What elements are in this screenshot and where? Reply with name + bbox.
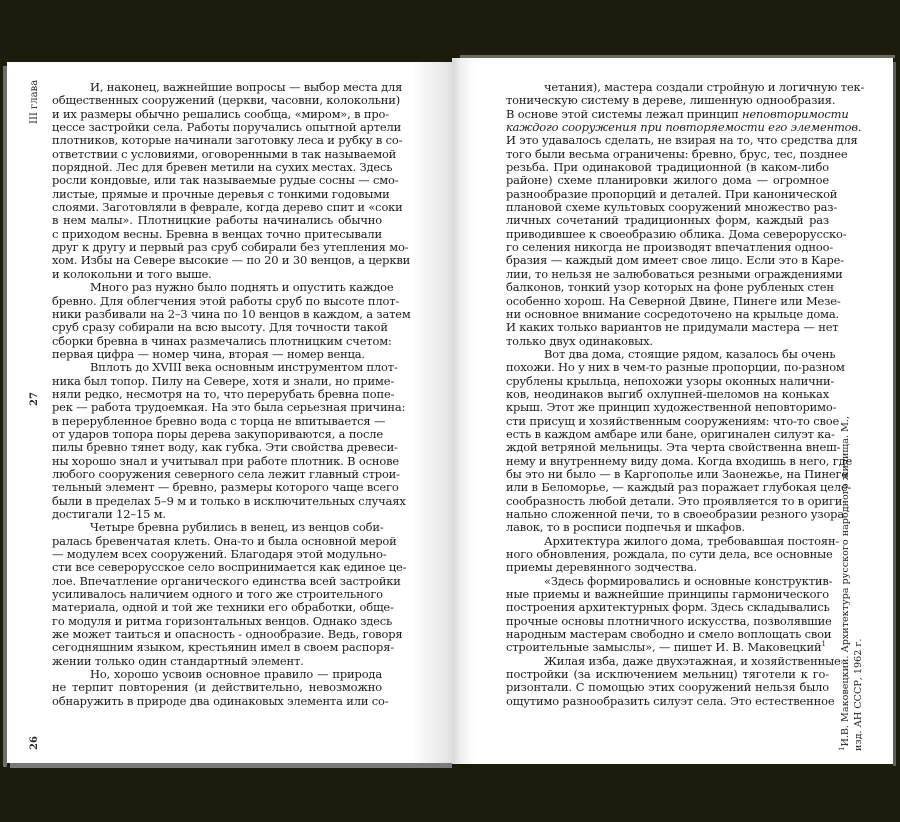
text-line: сборки бревна в чинах размечались плотницким счетом: [52,333,392,348]
text-line: каждого сооружения при повторяемости его элементов. [506,120,862,135]
footnote-reference: 1 [821,640,826,649]
text-line: сегодняшним языком, крестьянин имел в своем распоря- [52,640,394,655]
text-line: няли редко, несмотря на то, что перерубать бревна попе- [52,386,395,401]
text-line: ные приемы и важнейшие принципы гармонического [506,587,829,602]
text-line: И это удавалось сделать, не взирая на то, что средства для [506,133,858,148]
text-line: цессе застройки села. Работы поручались опытной артели [52,120,402,135]
left-page-bottom-shadow [10,763,452,768]
text-line: есть в каждом амбаре или бане, оригинален силуэт ка- [506,426,835,441]
text-line: же может таиться и опасность - однообразие. Ведь, говоря [52,627,403,642]
text-line: ждой ветряной мельницы. Эта черта свойственна внеш- [506,440,841,455]
text-line: И, наконец, важнейшие вопросы — выбор места для [90,80,403,94]
text-line: тельный элемент — бревно, размеры которого чаще всего [52,480,399,495]
footnote-line-2: изд. АН СССР, 1962 г. [853,638,864,751]
text-line: друг к другу и первый раз сруб собирали без утепления мо- [52,240,409,255]
text-line: первая цифра — номер чина, вторая — номер венца. [52,346,365,361]
text-line: ков, неодинаков выгиб охлупней-шеломов на коньках [506,386,829,401]
right-page-edge-shadow [893,62,896,766]
text-line: Вот два дома, стоящие рядом, казалось бы очень [544,346,836,361]
text-line: или в Беломорье, — каждый раз поражает глубокая целе- [506,480,852,495]
text-line: жении только один стандартный элемент. [52,653,304,668]
text-line: балконов, тонкий узор которых на фоне рубленых стен [506,280,834,295]
text-line: плотников, которые начинали заготовку леса и рубку в со- [52,133,403,148]
text-line: ника был топор. Пилу на Севере, хотя и знали, но приме- [52,373,395,388]
text-line: похожи. Но у них в чем-то разные пропорции, по-разном [506,360,845,375]
text-line: лое. Впечатление органического единства всей застройки [52,573,401,588]
text-line: ного обновления, рождала, по сути дела, все основные [506,547,833,562]
text-line: приемы деревянного зодчества. [506,560,697,575]
text-line: ны хорошо знал и учитывал при работе плотник. В основе [52,453,399,468]
paragraph [506,346,853,535]
text-line: прочные основы плотничного искусства, позволявшие [506,613,832,628]
text-line: «Здесь формировались и основные конструктив- [544,573,833,588]
text-line: ни основное внимание сосредоточено на крыльце дома. [506,306,840,321]
text-line: Жилая изба, даже двухэтажная, и хозяйственные [544,653,841,668]
text-line: четания), мастера создали стройную и логичную тек- [544,80,865,94]
paragraph [506,533,840,575]
text-line: нему и внутреннему виду дома. Когда входишь в него, где [506,453,853,468]
text-line: ралась бревенчатая клеть. Она-то и была основной мерой [52,533,397,548]
text-line: районе) схеме планировки жилого дома — огромное [506,173,829,188]
text-line: не терпит повторения (и действительно, невозможно [52,680,382,695]
text-line: го модуля и ритма горизонтальных венцов. Однако здесь [52,613,393,628]
text-line: лавок, то в росписи подпечья и шкафов. [506,520,745,535]
text-line: ответствии с условиями, оговоренными в так называемой [52,146,397,161]
text-line: от ударов топора поры дерева закупориваются, а после [52,426,384,441]
text-line: го селения никогда не производят впечатления одноо- [506,240,834,255]
text-line: плановой схеме культовых сооружений множество раз- [506,200,838,215]
text-line: И каких только вариантов не придумали мастера — нет [506,320,839,335]
text-line: крыш. Этот же принцип художественной неповторимо- [506,400,837,415]
left-page-body [52,80,411,708]
text-line: Много раз нужно было поднять и опустить каждое [90,280,394,295]
text-line: порядной. Лес для бревен метили на сухих местах. Здесь [52,160,393,175]
text-line: хом. Избы на Севере высокие — по 20 и 30 венцов, а церкви [52,253,411,268]
page-number-top: 27 [29,392,40,406]
text-line: росли кондовые, или так называемые рудые сосны — смо- [52,173,399,188]
text-line: сообразность любой детали. Это проявляется то в ориги- [506,493,846,508]
footnote-mark: 1 [837,746,846,751]
text-line: листые, прямые и прочные деревья с тонкими годовыми [52,186,390,201]
text-line: общественных сооружений (церкви, часовни, колокольни) [52,93,401,108]
page-number-bottom: 26 [29,736,40,750]
text-line: народным мастерам свободно и смело воплощать свои [506,627,832,642]
paragraph [506,80,865,348]
text-line: Четыре бревна рубились в венец, из венцов соби- [90,520,384,535]
paragraph [52,360,406,521]
text-line: — модулем всех сооружений. Благодаря этой модульно- [52,547,387,562]
text-line: Вплоть до XVIII века основным инструментом плот- [90,360,398,375]
paragraph [52,667,389,708]
text-line: тоническую систему в дереве, лишенную однообразия. [506,93,836,108]
paragraph [506,573,833,655]
text-line: бы это ни было — в Каргополье или Заонежье, на Пинеге [506,466,848,481]
text-line: срублены крыльца, непохожи узоры оконных налични- [506,373,835,388]
text-line: сруб сразу собирали на всю высоту. Для точности такой [52,320,388,335]
text-line: ники разбивали на 2–3 чина по 10 венцов в каждом, а затем [52,306,411,321]
text-line: резьба. При одинаковой традиционной (в каком-либо [506,160,829,175]
text-line: Архитектура жилого дома, требовавшая постоян- [544,533,840,548]
left-page [7,62,452,763]
text-line: бразия — каждый дом имеет свое лицо. Если это в Каре- [506,253,845,268]
text-line: нально сложенной печи, то в своеобразии резного узора [506,507,845,521]
text-line: приводившее к своеобразию облика. Дома северорусско- [506,226,847,241]
text-line: того были весьма ограничены: бревно, брус, тес, позднее [506,146,848,161]
right-page [452,58,893,764]
text-line: ризонтали. С помощью этих сооружений нельзя было [506,680,829,695]
text-line: достигали 12–15 м. [52,507,166,521]
text-line: бревно. Для облегчения этой работы сруб по высоте плот- [52,293,400,308]
paragraph [52,280,411,361]
text-line: личных сочетаний традиционных форм, каждый раз [506,213,829,228]
right-page-gutter [452,58,474,764]
text-line: постройки (за исключением мельниц) тяготели к го- [506,667,829,682]
text-line: и их размеры обычно решались сообща, «миром», в про- [52,106,390,121]
text-line: любого сооружения северного села лежит главный строи- [52,466,400,481]
text-line: в перерубленное бревно вода с торца не впитывается — [52,413,386,428]
paragraph [52,520,407,668]
text-line: материала, одной и той же техники его обработки, обще- [52,600,394,615]
paragraph [506,653,841,708]
footnote-text-1: И.В. Маковецкий. Архитектура русского народного жилища. М., [840,415,851,747]
text-line: слоями. Заготовляли в феврале, когда дерево спит и «соки [52,200,403,215]
text-line: лии, то нельзя не залюбоваться резными ограждениями [506,266,843,281]
text-line: пилы бревно тянет воду, как губка. Эти свойства древеси- [52,440,398,455]
text-line: особенно хорош. На Северной Двине, Пинеге или Мезе- [506,293,841,308]
text-line: сти все северорусское село воспринимается как единое це- [52,560,407,575]
text-line: ощутимо разнообразить силуэт села. Это естественное [506,693,835,708]
text-line: обнаружить в природе два одинаковых элемента или со- [52,693,389,708]
text-line: были в пределах 5–9 м и только в исключительных случаях [52,493,406,508]
text-line: Но, хорошо усвоив основное правило — природа [90,667,382,682]
text-line: с приходом весны. Бревна в венцах точно притесывали [52,226,382,241]
running-head: III глава [29,79,40,124]
text-line: усиливалось наличием одного и того же строительного [52,587,383,602]
text-line: в нем малы». Плотницкие работы начинались обычно [52,213,382,228]
left-page-gutter [412,62,452,763]
text-line: построения архитектурных форм. Здесь складывались [506,600,830,615]
text-line: В основе этой системы лежал принцип неповторимости [506,106,849,121]
paragraph [52,80,411,281]
text-line: сти присущ и хозяйственным сооружениям: что-то свое [506,413,840,428]
text-line: разнообразие пропорций и деталей. При канонической [506,186,838,201]
text-line: и колокольни и того выше. [52,266,212,281]
text-line: рек — работа трудоемкая. На это была серьезная причина: [52,400,406,415]
footnote-line-1 [837,415,851,751]
text-line: строительные замыслы», — пишет И. В. Маковецкий$^1$ [506,640,826,655]
text-line: только двух одинаковых. [506,333,653,348]
